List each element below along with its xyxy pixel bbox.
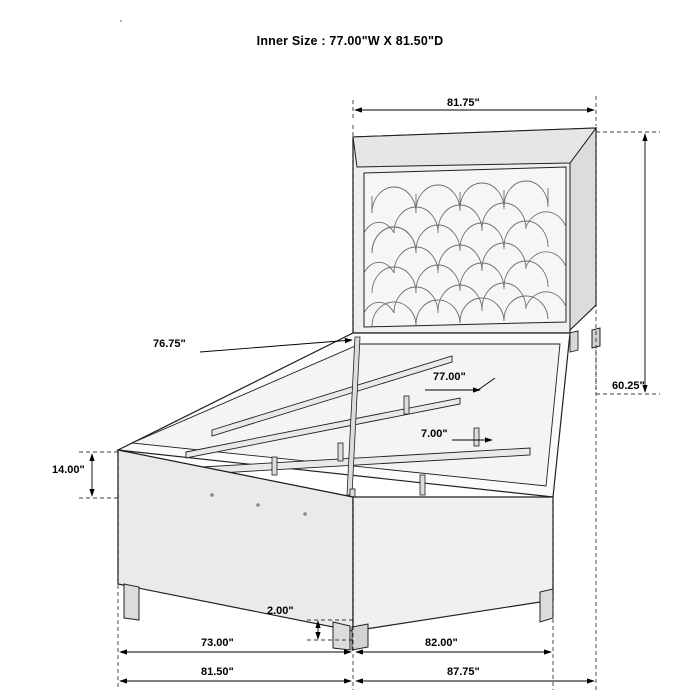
headboard-group [353,128,596,333]
leg-rear-inner [570,331,578,352]
label-side-depth: 82.00" [425,637,458,649]
label-total-depth: 87.75" [447,666,480,678]
footboard-face [353,497,553,631]
label-slat-gap: 7.00" [421,428,448,440]
label-slat-span: 77.00" [433,371,466,383]
label-rail-height: 14.00" [52,464,85,476]
headboard-top-frame [353,128,596,167]
leg-front-center-right [352,624,368,650]
leg-front-left [124,584,139,620]
headboard-inner-field [364,167,566,327]
label-side-rail-length: 76.75" [153,338,186,350]
left-side-rail-face [118,450,353,631]
bed-base-group [118,328,600,650]
label-foot-width: 73.00" [201,637,234,649]
leg-front-right [540,589,553,622]
label-headboard-width: 81.75" [447,97,480,109]
label-headboard-height: 60.25" [612,380,645,392]
label-foot-clearance: 2.00" [267,605,294,617]
page-title: Inner Size : 77.00"W X 81.50"D [256,34,444,48]
label-total-width: 81.50" [201,666,234,678]
leg-front-center [333,622,350,650]
